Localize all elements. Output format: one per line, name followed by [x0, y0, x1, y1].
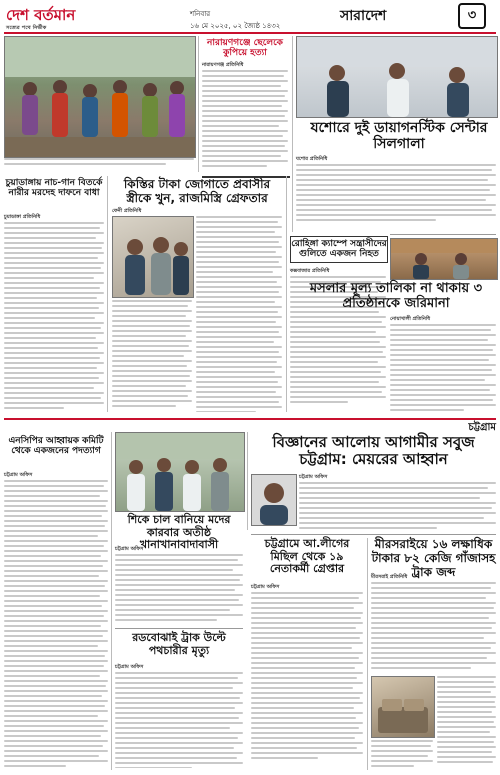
headline-a13: রডবোঝাই ট্রাক উল্টে পথচারীর মৃত্যু — [132, 631, 226, 657]
byline-a7: নোয়াখালী প্রতিনিধি — [390, 316, 431, 322]
logo-text: দেশ বর্তমান — [6, 6, 76, 24]
col-divider — [286, 176, 287, 412]
issue-date-text: ১৬ মে ২০২৫, ০২ জ্যৈষ্ঠ ১৪৩২ — [190, 22, 281, 30]
body-a6 — [296, 164, 496, 230]
body-a8 — [4, 480, 108, 768]
body-a13 — [115, 672, 243, 768]
body-a11 — [251, 592, 363, 768]
byline-a2: চুয়াডাঙ্গা প্রতিনিধি — [4, 214, 41, 220]
a12-photo — [371, 676, 435, 738]
a7-photo — [390, 238, 498, 280]
a6-photo — [296, 36, 498, 118]
headline-a5: রোহিঙ্গা ক্যাম্পে সন্ত্রাসীদের গুলিতে একজন নিহত — [290, 236, 388, 263]
col-divider — [247, 432, 248, 530]
section-label-ctg: চট্টগ্রাম — [468, 422, 496, 433]
byline-a3: ফেনী প্রতিনিধি — [112, 208, 142, 214]
person-photo-icon — [252, 475, 296, 525]
divider — [115, 628, 243, 629]
body-a3 — [196, 216, 282, 412]
shop-photo-icon — [391, 239, 497, 279]
headline-a2: চুয়াডাঙ্গায় নাচ-গান বিতর্কে নারীর মরদেহ দাফনে বাধা — [5, 178, 103, 199]
divider — [390, 234, 496, 235]
issue-weekday: শনিবার — [190, 10, 211, 18]
byline-a9: চট্টগ্রাম অফিস — [115, 546, 144, 552]
body-a12-b — [437, 676, 496, 768]
body-a12 — [371, 582, 496, 672]
box-rule — [202, 176, 290, 178]
group-photo-icon — [116, 433, 244, 511]
body-a12-c — [371, 740, 433, 768]
body-a10 — [299, 482, 496, 530]
byline-a5: কক্সবাজার প্রতিনিধি — [290, 268, 330, 274]
headline-a7: মসলার মূল্য তালিকা না থাকায় ৩ প্রতিষ্ঠানকে জরিমানা — [309, 281, 483, 311]
headline-a8: এনসিপির আহ্বায়ক কমিটি থেকে একজনের পদত্যাগ — [8, 436, 104, 457]
col-divider — [111, 432, 112, 770]
headline-a9: শিকে চাল বানিয়ে মদের কারবার অতীষ্ঠ খানাখানাবাদাবাসী — [127, 513, 231, 552]
headline-a3: কিস্তির টাকা জোগাতে প্রবাসীর স্ত্রীকে খুন, রাজমিস্ত্রি গ্রেফতার — [123, 177, 271, 205]
headline-a4: নারায়ণগঞ্জে ছেলেকে কুপিয়ে হত্যা — [207, 38, 283, 59]
section-title: সারাদেশ — [340, 8, 387, 24]
people-photo-icon — [113, 217, 193, 297]
col-divider — [367, 538, 368, 770]
a10-photo — [251, 474, 297, 526]
seized-goods-photo-icon — [372, 677, 434, 737]
headline-a10: বিজ্ঞানের আলোয় আগামীর সবুজ চট্টগ্রাম: মেয়রের আহ্বান — [272, 433, 475, 469]
headline-a6: যশোরে দুই ডায়াগনস্টিক সেন্টার সিলগালা — [310, 120, 488, 153]
body-a2 — [4, 222, 104, 412]
byline-a13: চট্টগ্রাম অফিস — [115, 664, 144, 670]
issue-date — [190, 8, 280, 32]
byline-a11: চট্টগ্রাম অফিস — [251, 584, 280, 590]
body-a4 — [202, 70, 288, 172]
col-divider — [292, 36, 293, 232]
byline-a6: যশোর প্রতিনিধি — [296, 156, 328, 162]
col-divider — [198, 36, 199, 172]
photo-caption — [4, 158, 194, 174]
body-a7 — [390, 324, 496, 412]
section-rule — [4, 418, 496, 420]
col-divider — [107, 176, 108, 412]
crowd-photo-icon — [5, 37, 195, 157]
byline-a8: চট্টগ্রাম অফিস — [4, 472, 33, 478]
page-number: ৩ — [458, 3, 486, 29]
masthead-logo — [6, 4, 76, 31]
byline-a12: মীরসরাই প্রতিনিধি — [371, 574, 408, 580]
headline-a11: চট্টগ্রামে আ.লীগের মিছিল থেকে ১৯ নেতাকর্মী গ্রেপ্তার — [264, 537, 350, 576]
headline-a12: মীরসরাইয়ে ১৬ লক্ষাধিক টাকার ৮২ কেজি গাঁজাসহ ট্রাক জব্দ — [371, 537, 496, 579]
body-a3-b — [112, 300, 192, 412]
logo-tagline: সত্যের পথে নির্ভীক — [6, 25, 47, 31]
office-photo-icon — [297, 37, 497, 117]
a9-photo — [115, 432, 245, 512]
masthead-rule — [4, 32, 496, 34]
crowd-photo — [4, 36, 196, 158]
body-a9 — [115, 554, 243, 624]
divider — [251, 534, 496, 535]
a3-photo — [112, 216, 194, 298]
byline-a4: নারায়ণগঞ্জ প্রতিনিধি — [202, 62, 244, 68]
byline-a10: চট্টগ্রাম অফিস — [299, 474, 328, 480]
